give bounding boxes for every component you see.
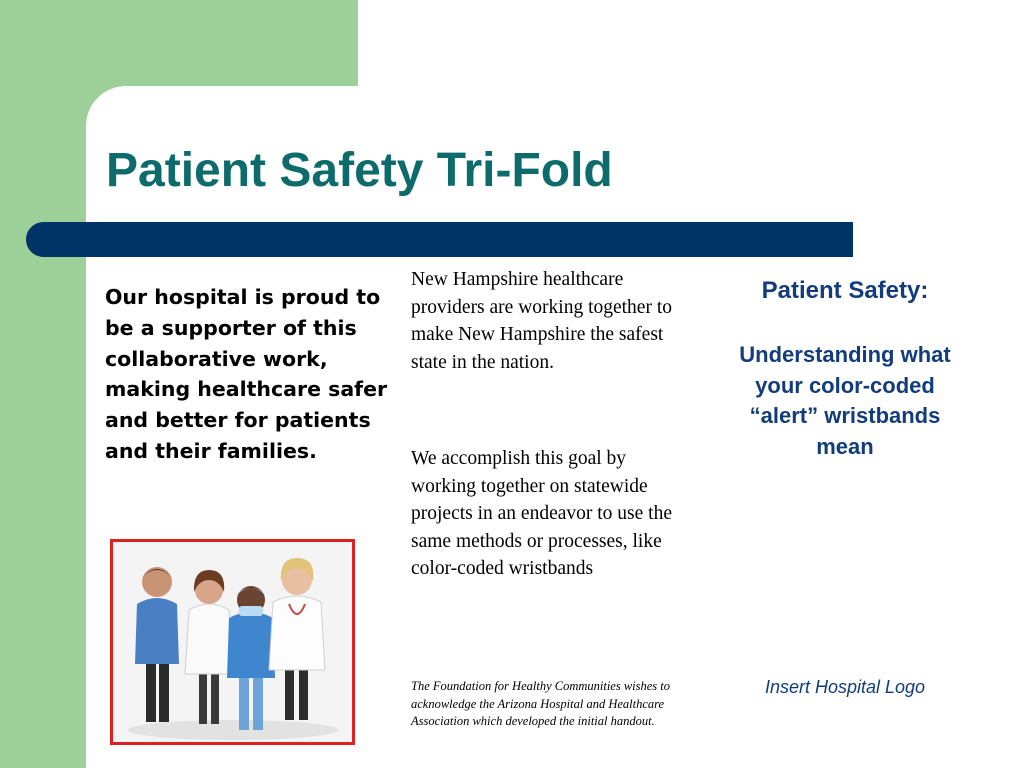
supporter-statement: Our hospital is proud to be a supporter of this collaborative work, making healthcare safer and better for patients and their families.	[105, 285, 388, 463]
patient-safety-heading: Patient Safety:	[761, 277, 929, 304]
method-paragraph: We accomplish this goal by working together on statewide projects in an endeavor to use the same methods or processes, like color-coded wristbands	[411, 448, 672, 579]
healthcare-workers-illustration	[113, 542, 352, 742]
hospital-logo-placeholder: Insert Hospital Logo	[764, 677, 926, 697]
wristbands-subheading: Understanding what your color-coded “alert” wristbands mean	[739, 342, 951, 460]
staff-photo	[110, 539, 355, 745]
slide-title: Patient Safety Tri-Fold	[106, 144, 613, 197]
mission-paragraph: New Hampshire healthcare providers are working together to make New Hampshire the safest state in the nation.	[411, 269, 673, 373]
acknowledgement-note: The Foundation for Healthy Communities wishes to acknowledge the Arizona Hospital and Healthcare Association which developed the initial handout.	[411, 679, 671, 728]
title-underline-bar	[26, 222, 853, 257]
